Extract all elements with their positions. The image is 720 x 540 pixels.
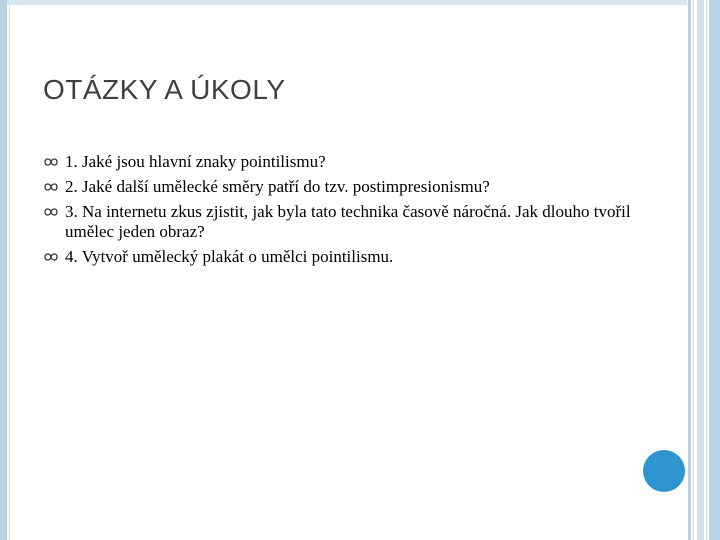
right-border-stripe: [706, 0, 707, 540]
left-border-line: [9, 0, 10, 540]
top-border: [7, 0, 687, 5]
list-item-text: 2. Jaké další umělecké směry patří do tzv. postimpresionismu?: [65, 177, 490, 196]
ornamental-bullet-icon: [43, 250, 59, 264]
ornamental-bullet-icon: [43, 205, 59, 219]
ornamental-bullet-icon: [43, 155, 59, 169]
blue-circle-icon: [643, 450, 685, 492]
ornamental-bullet-icon: [43, 180, 59, 194]
list-item: [43, 152, 643, 172]
bullet-list: [43, 152, 643, 272]
list-item-text: 3. Na internetu zkus zjistit, jak byla tato technika časově náročná. Jak dlouho tvořil umělec jeden obraz?: [65, 202, 631, 241]
right-border-stripe: [709, 0, 720, 540]
right-border-stripe: [693, 0, 694, 540]
list-item-text: 4. Vytvoř umělecký plakát o umělci pointilismu.: [65, 247, 394, 266]
list-item: [43, 202, 643, 242]
right-border-stripe: [688, 0, 691, 540]
list-item: [43, 247, 643, 267]
slide-title: OTÁZKY A ÚKOLY: [43, 74, 286, 105]
right-border-stripe: [697, 0, 704, 540]
left-border: [0, 0, 7, 540]
list-item: [43, 177, 643, 197]
list-item-text: 1. Jaké jsou hlavní znaky pointilismu?: [65, 152, 326, 171]
